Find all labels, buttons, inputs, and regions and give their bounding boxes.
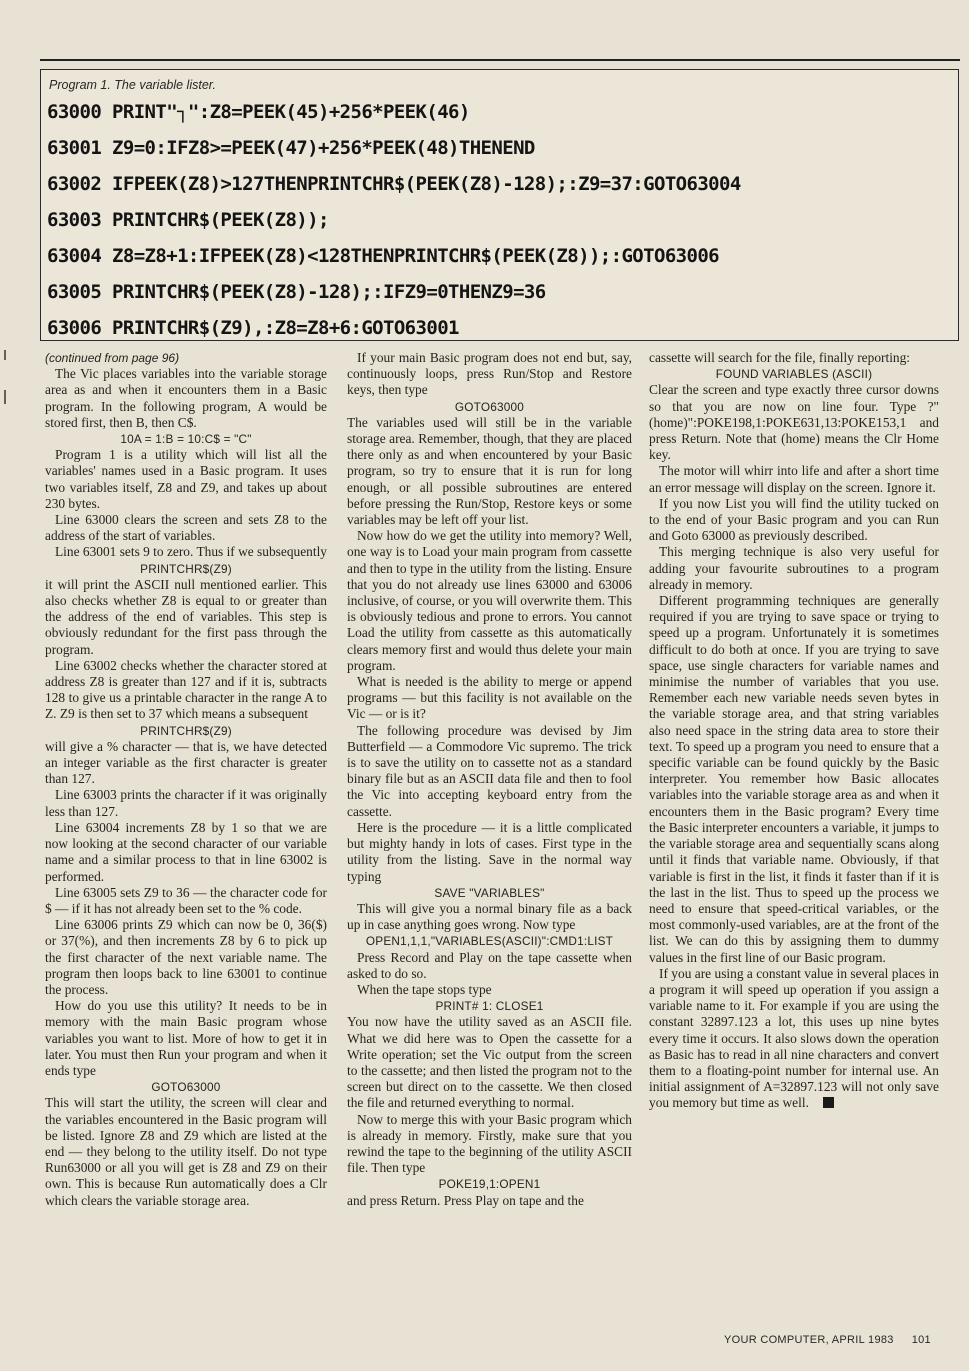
paragraph: Different programming techniques are generally required if you are trying to save space or trying to speed up a program. Unfortunately it is sometimes difficult to do both at once. If you are trying to save space, use single characters for variable names and minimise the number of variables that you use. Remember each new variable needs seven bytes in the variable storage area, and that string variables also need space in the string data area to store their text. To speed up a program you need to ensure that a specific variable can be found quickly by the Basic interpreter. You remember how Basic allocates variables into the variable storage area as and when it encounters them in the Basic program? Every time the Basic interpreter encounters a variable, it jumps to the variable storage area and sequentially scans along until it finds that variable name. Obviously, if that variable is first in the list, it finds it faster than if it is the last in the list. Thus to speed up the process we need to ensure that speed-critical variables, or the most commonly-used variables, are at the front of the list. We can do this by assigning them to dummy values in the first line of our Basic program. [649,593,939,965]
paragraph: The Vic places variables into the variable storage area as and when it encounters them in a Basic program. In the following program, A would be stored first, then B, then C$. [45,366,327,430]
paragraph: Clear the screen and type exactly three cursor downs so that you are now on line four. Type ?"(home)":POKE198,1:POKE631,13:POKE153,1 and press Return. Note that (home) means the Clr Home key. [649,382,939,463]
code-lines [47,94,954,341]
code-snippet: 10A = 1:B = 10:C$ = "C" [120,432,252,447]
code-line: 63004 Z8=Z8+1:IFPEEK(Z8)<128THENPRINTCHR$(PEEK(Z8));:GOTO63006 [47,245,720,267]
paragraph: Press Record and Play on the tape cassette when asked to do so. [347,949,632,981]
publication-name: YOUR COMPUTER, APRIL 1983 [724,1334,894,1346]
paragraph: Line 63001 sets 9 to zero. Thus if we subsequently [55,544,327,560]
code-snippet: PRINT# 1: CLOSE1 [435,999,544,1014]
code-line: 63003 PRINTCHR$(PEEK(Z8)); [47,209,329,231]
listing-caption: Program 1. The variable lister. [49,78,216,92]
continued-note: (continued from page 96) [45,351,180,365]
paragraph: How do you use this utility? It needs to be in memory with the main Basic program whose variables you want to list. More of how to get it in later. You must then Run your program and when it ends type [45,998,327,1078]
code-snippet: POKE19,1:OPEN1 [438,1177,541,1192]
code-snippet: SAVE "VARIABLES" [434,885,545,900]
paragraph: Line 63006 prints Z9 which can now be 0, 36($) or 37(%), and then increments Z8 by 6 to pick up the first character of the next variable name. The program then loops back to line 63001 to continue the process. [45,917,327,997]
paragraph: If you are using a constant value in several places in a program it will speed up operation if you assign a variable name to it. For example if you are using the constant 32897.123 a lot, this uses up nine bytes every time it occurs. It also slows down the operation as Basic has to read in all nine characters and convert them to a floating-point number for internal use. An initial assignment of A=32897.123 will not only save you memory but time as well. [649,965,939,1111]
code-line: 63000 PRINT"┐":Z8=PEEK(45)+256*PEEK(46) [47,101,470,123]
paragraph: will give a % character — that is, we have detected an integer variable as the first character is greater than 127. [45,738,327,787]
paragraph: cassette will search for the file, finally reporting: [649,350,911,365]
paragraph: You now have the utility saved as an ASCII file. What we did here was to Open the cassette for a Write operation; set the Vic output from the screen to the cassette; and then listed the program not to the screen but direct on to the cassette. We then closed the file and returned everything to normal. [347,1014,632,1111]
paragraph: Line 63004 increments Z8 by 1 so that we are now looking at the second character of our variable name and a similar process to that in line 63002 is performed. [45,819,327,884]
code-line: 63006 PRINTCHR$(Z9),:Z8=Z8+6:GOTO63001 [47,317,459,339]
code-snippet: GOTO63000 [454,399,525,414]
article-column-2 [347,350,632,1209]
column-2-body [347,350,632,1209]
program-listing-box [40,69,959,341]
top-rule [40,59,960,61]
paragraph: This will start the utility, the screen will clear and the variables encountered in the Basic program will be listed. Ignore Z8 and Z9 which are listed at the end — they belong to the utility itself. Do not type Run63000 or all you will get is Z8 and Z9 on their own. This is because Run automatically does a Clr which clears the variable storage area. [45,1095,327,1208]
code-line: 63002 IFPEEK(Z8)>127THENPRINTCHR$(PEEK(Z8)-128);:Z9=37:GOTO63004 [47,173,741,195]
page-number: 101 [911,1334,931,1346]
column-3-body [649,350,939,1112]
paragraph: If your main Basic program does not end but, say, continuously loops, press Run/Stop and Restore keys, then type [347,350,632,398]
paragraph: This will give you a normal binary file as a back up in case anything goes wrong. Now type [347,900,632,933]
end-of-article-mark [823,1097,834,1108]
paragraph: and press Return. Press Play on tape and the [347,1192,584,1208]
code-line: 63005 PRINTCHR$(PEEK(Z8)-128);:IFZ9=0THENZ9=36 [47,281,546,303]
paragraph: The variables used will still be in the variable storage area. Remember, though, that they are placed there only as and when encountered by your Basic program, so try to ensure that it is run for long enough, or all possible subroutines are entered before pressing the Run/Stop, Restore keys or some variables may be left off your list. [347,414,632,528]
paragraph: Now to merge this with your Basic program which is already in memory. Firstly, make sure that you rewind the tape to the beginning of the utility ASCII file. Then type [347,1111,632,1176]
article-column-3 [649,350,939,1112]
paragraph: Now how do we get the utility into memory? Well, one way is to Load your main program from cassette and then to type in the utility from the listing. Ensure that you do not already use lines 63000 and 63006 inclusive, of course, or you will overwrite them. This is obviously tedious and prone to errors. You cannot Load the utility from cassette as this automatically clears memory first and would thus delete your main program. [347,528,632,673]
code-snippet: OPEN1,1,1,"VARIABLES(ASCII)":CMD1:LIST [365,934,614,949]
paragraph: The following procedure was devised by Jim Butterfield — a Commodore Vic supremo. The trick is to save the utility on to cassette not as a standard binary file but as an ASCII data file and then to fool the Vic into accepting keyboard entry from the cassette. [347,722,632,819]
paragraph: Line 63000 clears the screen and sets Z8 to the address of the start of variables. [45,512,327,544]
paragraph: When the tape stops type [357,981,492,997]
code-snippet: GOTO63000 [151,1080,221,1095]
paragraph: Line 63005 sets Z9 to 36 — the character code for $ — if it has not already been set to the % code. [45,884,327,916]
column-1-body [45,366,327,1209]
code-snippet: PRINTCHR$(Z9) [140,723,232,738]
paragraph: Program 1 is a utility which will list all the variables' names used in a Basic program. It uses two variables itself, Z8 and Z9, and takes up about 230 bytes. [45,447,327,511]
page-edge-marks [0,330,14,450]
article-column-1 [45,350,327,1209]
paragraph: If you now List you will find the utility tucked on to the end of your Basic program and you can Run and Goto 63000 as previously described. [649,495,939,544]
code-snippet: FOUND VARIABLES (ASCII) [715,367,873,382]
page-footer [724,1334,931,1346]
paragraph: What is needed is the ability to merge or append programs — but this facility is not available on the Vic — or is it? [347,674,632,722]
paragraph: The motor will whirr into life and after a short time an error message will display on the screen. Ignore it. [649,463,939,495]
paragraph: Line 63002 checks whether the character stored at address Z8 is greater than 127 and if it is, subtracts 128 to give us a printable character in the range A to Z. Z9 is then set to 37 which means a subsequent [45,657,327,722]
paragraph: it will print the ASCII null mentioned earlier. This also checks whether Z8 is equal to or greater than the address of the end of variables. This step is obviously redundant for the first pass through the program. [45,576,327,657]
code-snippet: PRINTCHR$(Z9) [140,561,232,576]
paragraph: Here is the procedure — it is a little complicated but mighty handy in lots of cases. First type in the utility from the listing. Save in the normal way typing [347,819,632,884]
code-line: 63001 Z9=0:IFZ8>=PEEK(47)+256*PEEK(48)THENEND [47,137,535,159]
paragraph: This merging technique is also very useful for adding your favourite subroutines to a program already in memory. [649,544,939,592]
paragraph: Line 63003 prints the character if it was originally less than 127. [45,787,327,819]
